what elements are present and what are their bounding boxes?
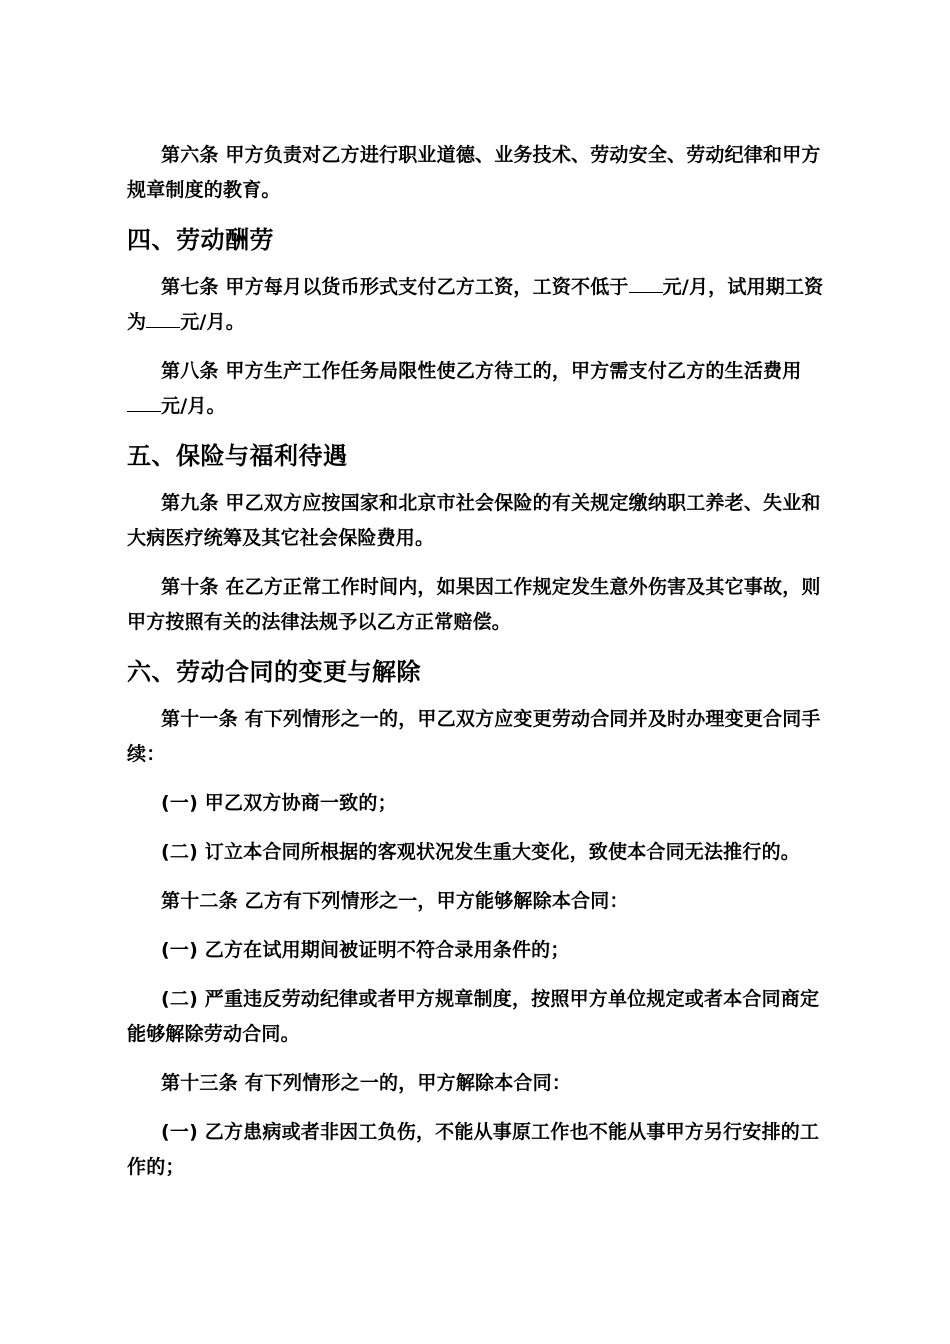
salary-blank — [629, 272, 663, 293]
article-7 — [127, 270, 827, 340]
article-11: 第十一条 有下列情形之一的，甲乙双方应变更劳动合同并及时办理变更合同手续： — [127, 708, 821, 765]
article-12: 第十二条 乙方有下列情形之一，甲方能够解除本合同： — [161, 890, 629, 912]
article-8-text-b: 元/月。 — [161, 395, 226, 417]
article-11-item-1: (一) 甲乙双方协商一致的； — [161, 792, 397, 814]
article-8 — [127, 354, 827, 424]
article-6: 第六条 甲方负责对乙方进行职业道德、业务技术、劳动安全、劳动纪律和甲方规章制度的教育。 — [127, 144, 821, 201]
article-8-text-a: 第八条 甲方生产工作任务局限性使乙方待工的，甲方需支付乙方的生活费用 — [161, 360, 802, 382]
section-heading-6: 六、劳动合同的变更与解除 — [127, 658, 421, 686]
section-heading-4: 四、劳动酬劳 — [127, 226, 274, 254]
article-10: 第十条 在乙方正常工作时间内，如果因工作规定发生意外伤害及其它事故，则甲方按照有关的法律法规予以乙方正常赔偿。 — [127, 576, 821, 633]
article-9: 第九条 甲乙双方应按国家和北京市社会保险的有关规定缴纳职工养老、失业和大病医疗统筹及其它社会保险费用。 — [127, 492, 821, 549]
document-body — [127, 138, 827, 1199]
article-7-text-b: 元/月，试用期工资为 — [127, 276, 824, 333]
article-12-item-2: (二) 严重违反劳动纪律或者甲方规章制度，按照甲方单位规定或者本合同商定能够解除劳动合同。 — [127, 988, 820, 1045]
article-13-item-1: (一) 乙方患病或者非因工负伤，不能从事原工作也不能从事甲方另行安排的工作的； — [127, 1121, 820, 1178]
section-heading-5: 五、保险与福利待遇 — [127, 442, 348, 470]
article-11-item-2: (二) 订立本合同所根据的客观状况发生重大变化，致使本合同无法推行的。 — [161, 841, 800, 863]
article-12-item-1: (一) 乙方在试用期间被证明不符合录用条件的； — [161, 939, 570, 961]
article-7-text-a: 第七条 甲方每月以货币形式支付乙方工资，工资不低于 — [161, 276, 629, 298]
living-expense-blank — [127, 391, 161, 412]
article-7-text-c: 元/月。 — [180, 311, 245, 333]
probation-salary-blank — [146, 307, 180, 328]
article-13: 第十三条 有下列情形之一的，甲方解除本合同： — [161, 1072, 572, 1094]
